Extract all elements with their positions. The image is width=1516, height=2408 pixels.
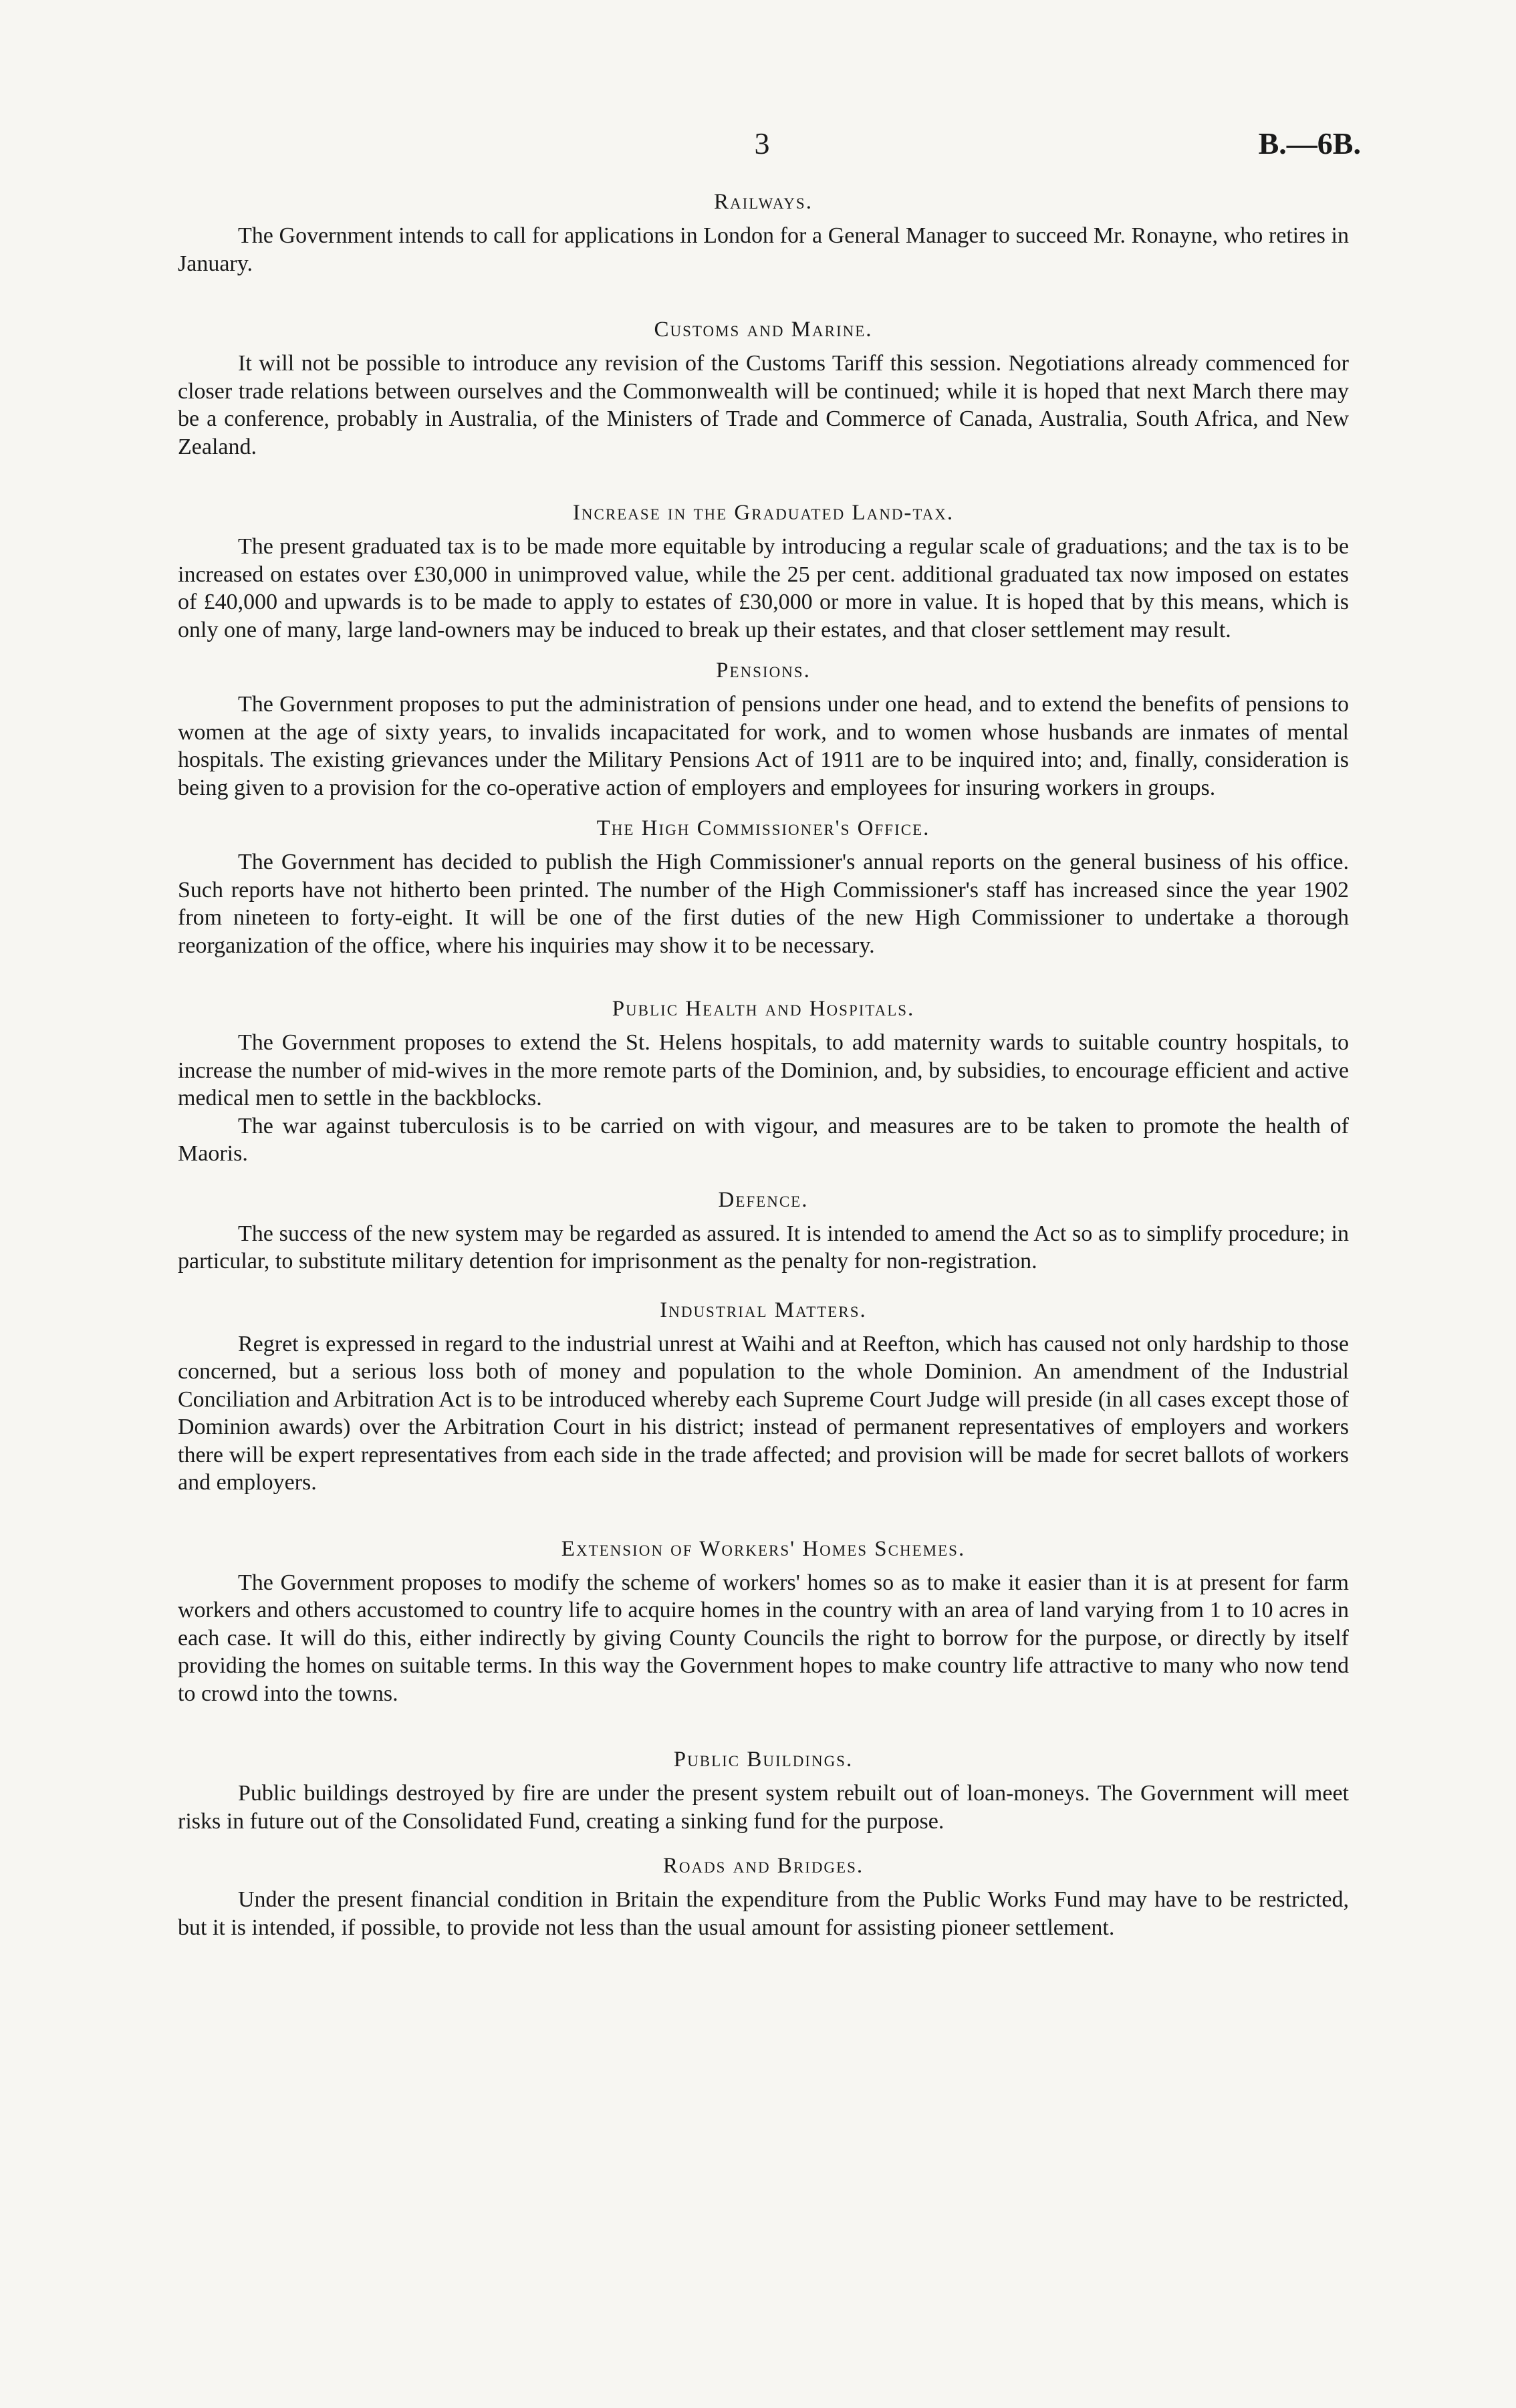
section-heading: Roads and Bridges. <box>662 1854 864 1878</box>
section-public-buildings <box>178 1746 1349 1835</box>
section-industrial-matters <box>178 1297 1349 1497</box>
section-paragraph: The war against tuberculosis is to be carried on with vigour, and measures are to be taken to promote the health of Maoris. <box>178 1113 1349 1166</box>
section-high-commissioners-office <box>178 815 1349 959</box>
section-paragraph: The Government intends to call for applications in London for a General Manager to succeed Mr. Ronayne, who retires in January. <box>178 223 1349 276</box>
section-paragraph: Public buildings destroyed by fire are under the present system rebuilt out of loan-moneys. The Government will meet risks in future out of the Consolidated Fund, creating a sinking fund for the purpose. <box>178 1781 1349 1834</box>
page-number: 3 <box>754 126 770 160</box>
document-reference: B.—6B. <box>1258 126 1361 160</box>
section-heading: Increase in the Graduated Land-tax. <box>572 501 955 525</box>
section-paragraph: The success of the new system may be regarded as assured. It is intended to amend the Act so as to simplify procedure; in particular, to substitute military detention for imprisonment as the penalty for non-registration. <box>178 1221 1349 1274</box>
section-paragraph: The Government proposes to modify the scheme of workers' homes so as to make it easier than it is at present for farm workers and others accustomed to country life to acquire homes in the country with an area of land varying from 1 to 10 acres in each case. It will do this, either indirectly by giving County Councils the right to borrow for the purpose, or directly by itself providing the homes on suitable terms. In this way the Government hopes to make country life attractive to many who now tend to crowd into the towns. <box>178 1570 1349 1706</box>
section-customs-and-marine <box>178 316 1349 461</box>
section-heading: Extension of Workers' Homes Schemes. <box>561 1536 966 1561</box>
section-paragraph: It will not be possible to introduce any revision of the Customs Tariff this session. Negotiations already commenced for closer trade relations between ourselves and the Commonwealth will be continued; while it is hoped that next March there may be a conference, probably in Australia, of the Ministers of Trade and Commerce of Canada, Australia, South Africa, and New Zealand. <box>178 351 1349 459</box>
section-railways <box>178 189 1349 277</box>
section-paragraph: The Government proposes to put the administration of pensions under one head, and to extend the benefits of pensions to women at the age of sixty years, to invalids incapacitated for work, and to women whose husbands are inmates of mental hospitals. The existing grievances under the Military Pensions Act of 1911 are to be inquired into; and, finally, consideration is being given to a provision for the co-operative action of employers and employees for insuring workers in groups. <box>178 692 1349 800</box>
section-heading: The High Commissioner's Office. <box>596 816 930 840</box>
section-heading: Pensions. <box>716 658 811 683</box>
section-heading: Railways. <box>714 190 813 214</box>
section-workers-homes-schemes <box>178 1536 1349 1708</box>
section-public-health-and-hospitals <box>178 995 1349 1168</box>
section-defence <box>178 1187 1349 1276</box>
document-body <box>178 189 1349 1941</box>
section-heading: Public Buildings. <box>673 1748 854 1772</box>
section-graduated-land-tax <box>178 499 1349 644</box>
section-paragraph: The Government proposes to extend the St. Helens hospitals, to add maternity wards to suitable country hospitals, to increase the number of mid-wives in the more remote parts of the Dominion, and, by subsidies, to encourage efficient and active medical men to settle in the backblocks. <box>178 1030 1349 1110</box>
section-paragraph: The Government has decided to publish the High Commissioner's annual reports on the general business of his office. Such reports have not hitherto been printed. The number of the High Commissioner's staff has increased since the year 1902 from nineteen to forty-eight. It will be one of the first duties of the new High Commissioner to undertake a thorough reorganization of the office, where his inquiries may show it to be necessary. <box>178 850 1349 958</box>
section-roads-and-bridges <box>178 1852 1349 1941</box>
section-paragraph: The present graduated tax is to be made more equitable by introducing a regular scale of graduations; and the tax is to be increased on estates over £30,000 in unimproved value, while the 25 per cent. additional graduated tax now imposed on estates of £40,000 and upwards is to be made to apply to estates of £30,000 or more in value. It is hoped that by this means, which is only one of many, large land-owners may be induced to break up their estates, and that closer settlement may result. <box>178 534 1349 642</box>
section-pensions <box>178 657 1349 802</box>
section-heading: Industrial Matters. <box>660 1298 867 1322</box>
section-paragraph: Regret is expressed in regard to the industrial unrest at Waihi and at Reefton, which has caused not only hardship to those concerned, but a serious loss both of money and population to the whole Dominion. An amendment of the Industrial Conciliation and Arbitration Act is to be introduced whereby each Supreme Court Judge will preside (in all cases except those of Dominion awards) over the Arbitration Court in his district; instead of permanent representatives of employers and workers there will be expert representatives from each side in the trade affected; and provision will be made for secret ballots of workers and employers. <box>178 1331 1349 1495</box>
section-heading: Defence. <box>718 1187 809 1212</box>
section-paragraph: Under the present financial condition in Britain the expenditure from the Public Works Fund may have to be restricted, but it is intended, if possible, to provide not less than the usual amount for assisting pioneer settlement. <box>178 1887 1349 1940</box>
section-heading: Public Health and Hospitals. <box>612 997 915 1021</box>
section-heading: Customs and Marine. <box>654 318 873 342</box>
